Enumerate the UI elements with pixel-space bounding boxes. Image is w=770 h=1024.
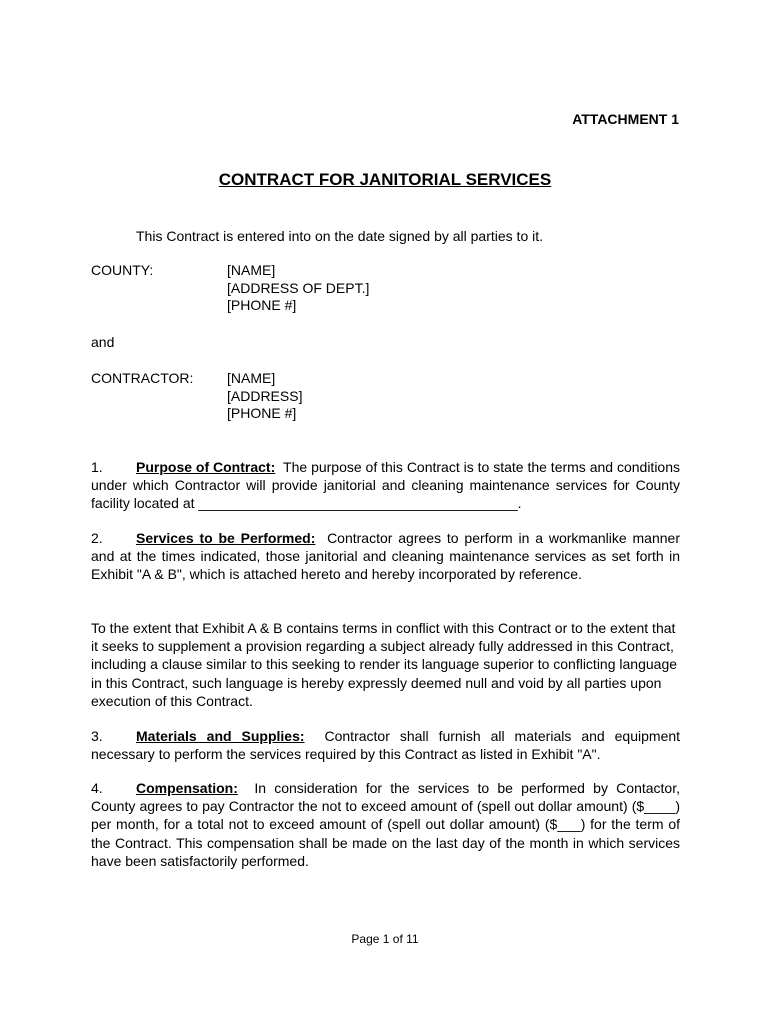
contractor-phone: [PHONE #] (227, 405, 297, 421)
section-heading: Materials and Supplies: (136, 728, 305, 744)
and-text: and (91, 334, 115, 350)
county-label: COUNTY: (91, 262, 154, 278)
section-heading: Compensation: (136, 780, 238, 796)
section-text: Contractor shall furnish all materials and equipment necessary to perform the services required by this Contract as listed in Exhibit "A". (91, 728, 681, 763)
section-text: The purpose of this Contract is to state the terms and conditions under which Contractor will provide janitorial and cleaning maintenance services for County facility located at _________________________________________. (91, 459, 681, 512)
county-phone: [PHONE #] (227, 297, 297, 313)
section-compensation (91, 779, 680, 870)
section-purpose (91, 458, 680, 513)
attachment-label: ATTACHMENT 1 (572, 111, 679, 127)
section-heading: Purpose of Contract: (136, 459, 276, 475)
section-services (91, 529, 680, 584)
document-title: CONTRACT FOR JANITORIAL SERVICES (218, 170, 552, 189)
contractor-address: [ADDRESS] (227, 387, 303, 404)
section-heading: Services to be Performed: (136, 530, 316, 546)
intro-text: This Contract is entered into on the date signed by all parties to it. (136, 228, 544, 244)
section-number: 3. (91, 728, 103, 744)
contractor-label: CONTRACTOR: (91, 370, 194, 386)
contractor-name: [NAME] (227, 370, 276, 386)
section-number: 1. (91, 459, 103, 475)
page-number: Page 1 of 11 (351, 932, 419, 946)
section-number: 2. (91, 530, 103, 546)
county-details (227, 262, 369, 315)
contractor-details (227, 370, 302, 423)
section-text: In consideration for the services to be performed by Contactor, County agrees to pay Contractor the not to exceed amount of (spell out dollar amount) ($____) per month, for a total not to exceed amount of (spell out dollar amount) ($___) for the term of the Contract. This compensation shall be made on the last day of the month in which services have been satisfactorily performed. (91, 780, 680, 869)
county-name: [NAME] (227, 262, 276, 278)
section-text: Contractor agrees to perform in a workmanlike manner and at the times indicated, those janitorial and cleaning maintenance services as set forth in Exhibit "A & B", which is attached hereto and hereby incorporated by reference. (91, 530, 680, 583)
section-materials (91, 727, 680, 763)
county-address: [ADDRESS OF DEPT.] (227, 279, 370, 296)
section-number: 4. (91, 780, 103, 796)
section-services-conflict: To the extent that Exhibit A & B contains terms in conflict with this Contract or to the extent that it seeks to supplement a provision regarding a subject already fully addressed in this Contract, including a clause similar to this seeking to render its language superior to conflicting language in this Contract, such language is hereby expressly deemed null and void by all parties upon execution of this Contract. (91, 620, 678, 709)
